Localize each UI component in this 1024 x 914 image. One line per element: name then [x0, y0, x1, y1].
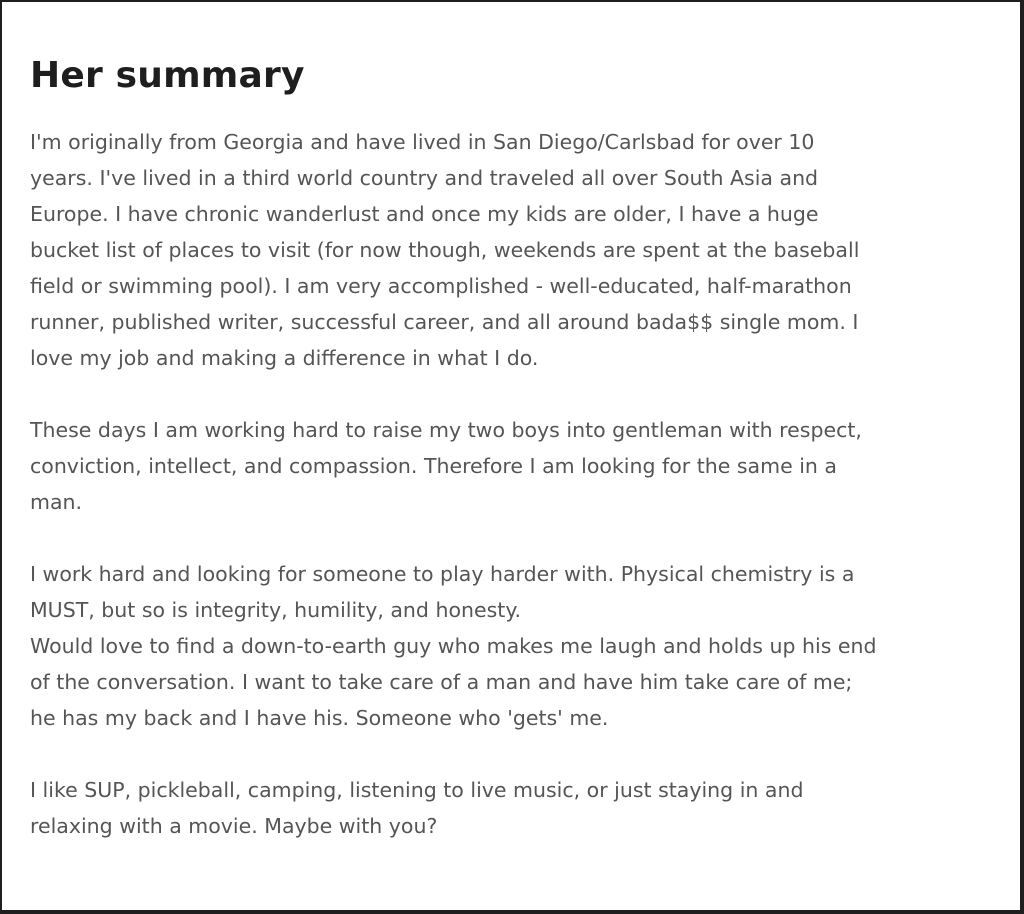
summary-body-text: I'm originally from Georgia and have lived in San Diego/Carlsbad for over 10 years. I've lived in a third world country and traveled all over South Asia and Europe. I have chronic wanderlust and once my kids are older, I have a huge bucket list of places to visit (for now though, weekends are spent at the baseball field or swimming pool). I am very accomplished - well-educated, half-marathon runner, published writer, successful career, and all around bada$$ single mom. I love my job and making a difference in what I do. These days I am working hard to raise my two boys into gentleman with respect, conviction, intellect, and compassion. Therefore I am looking for the same in a man. I work hard and looking for someone to play harder with. Physical chemistry is a MUST, but so is integrity, humility, and honesty. Would love to find a down-to-earth guy who makes me laugh and holds up his end of the conversation. I want to take care of a man and have him take care of me; he has my back and I have his. Someone who 'gets' me. I like SUP, pickleball, camping, listening to live music, or just staying in and relaxing with a movie. Maybe with you? [30, 130, 877, 838]
summary-title: Her summary [30, 55, 305, 96]
summary-section [30, 52, 1000, 844]
